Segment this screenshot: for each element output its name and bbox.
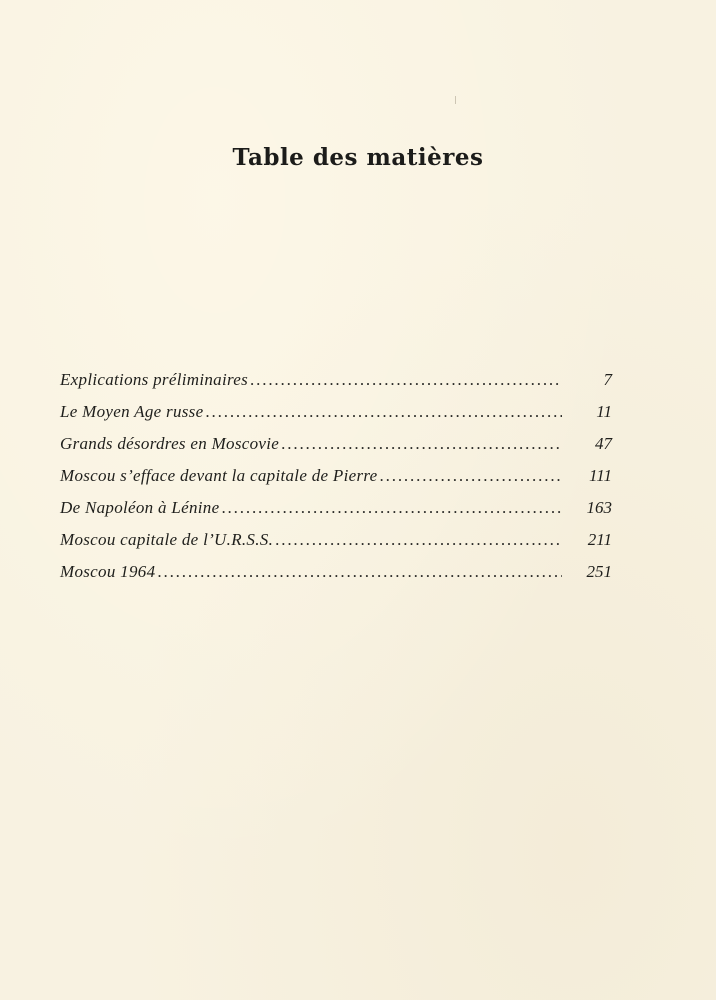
table-of-contents <box>60 370 612 594</box>
toc-entry <box>60 370 612 402</box>
toc-entry-title: De Napoléon à Lénine <box>60 498 220 517</box>
toc-entry-page: 11 <box>596 402 612 421</box>
toc-entry <box>60 498 612 530</box>
toc-dot-leader <box>275 530 562 550</box>
toc-entry-title: Moscou 1964 <box>60 562 156 581</box>
toc-entry-title: Moscou capitale de l’U.R.S.S. <box>60 530 274 549</box>
paper-mark <box>455 96 456 104</box>
toc-dot-leader <box>157 562 562 582</box>
toc-entry-title: Moscou s’efface devant la capitale de Pierre <box>60 466 378 485</box>
toc-entry <box>60 530 612 562</box>
toc-entry <box>60 562 612 594</box>
toc-entry-page: 7 <box>603 370 612 389</box>
toc-entry <box>60 434 612 466</box>
toc-entry-title: Grands désordres en Moscovie <box>60 434 280 453</box>
toc-dot-leader <box>250 370 562 390</box>
toc-entry-page: 47 <box>595 434 612 453</box>
toc-entry <box>60 466 612 498</box>
toc-dot-leader <box>380 466 562 486</box>
toc-entry-title: Le Moyen Age russe <box>60 402 204 421</box>
toc-entry-page: 163 <box>586 498 612 517</box>
page-title: Table des matières <box>232 144 484 171</box>
toc-entry <box>60 402 612 434</box>
toc-entry-title: Explications préliminaires <box>60 370 249 389</box>
toc-dot-leader <box>281 434 562 454</box>
toc-dot-leader <box>221 498 562 518</box>
toc-entry-page: 111 <box>589 466 612 485</box>
toc-entry-page: 211 <box>587 530 612 549</box>
toc-entry-page: 251 <box>586 562 612 581</box>
toc-dot-leader <box>205 402 562 422</box>
